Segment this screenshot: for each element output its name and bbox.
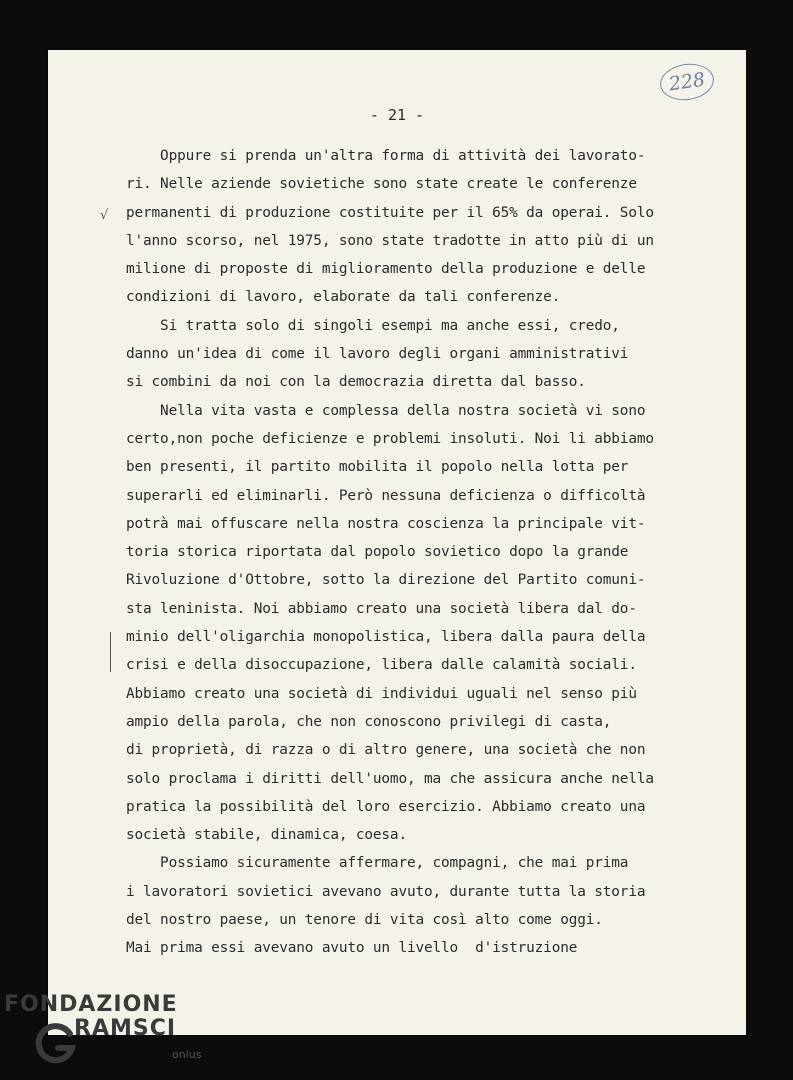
- margin-bracket-mark: [110, 632, 115, 672]
- page-number: - 21 -: [369, 106, 425, 124]
- text-line: toria storica riportata dal popolo sovietico dopo la grande: [126, 544, 629, 561]
- text-line: condizioni di lavoro, elaborate da tali conferenze.: [126, 289, 561, 306]
- text-line: Si tratta solo di singoli esempi ma anche essi, credo,: [126, 317, 620, 334]
- text-line: crisi e della disoccupazione, libera dalle calamità sociali.: [126, 657, 637, 674]
- text-line: ampio della parola, che non conoscono privilegi di casta,: [126, 713, 612, 730]
- text-line: milione di proposte di miglioramento della produzione e delle: [126, 261, 646, 278]
- text-line: di proprietà, di razza o di altro genere, una società che non: [126, 742, 646, 759]
- text-line: l'anno scorso, nel 1975, sono state tradotte in atto più di un: [126, 232, 654, 249]
- archive-stamp: 228: [658, 60, 716, 103]
- fondazione-gramsci-logo: [4, 992, 204, 1072]
- text-line: Possiamo sicuramente affermare, compagni, che mai prima: [126, 855, 629, 872]
- text-line: del nostro paese, un tenore di vita così alto come oggi.: [126, 912, 603, 929]
- text-line: certo,non poche deficienze e problemi insoluti. Noi li abbiamo: [126, 430, 654, 447]
- text-line: Abbiamo creato una società di individui uguali nel senso più: [126, 685, 637, 702]
- text-line: si combini da noi con la democrazia diretta dal basso.: [126, 374, 586, 391]
- text-line: potrà mai offuscare nella nostra coscienza la principale vit-: [126, 515, 646, 532]
- document-page: [48, 50, 746, 1035]
- text-line: ben presenti, il partito mobilita il popolo nella lotta per: [126, 459, 629, 476]
- logo-subtitle: onlus: [172, 1048, 202, 1061]
- text-line: Nella vita vasta e complessa della nostra società vi sono: [126, 402, 646, 419]
- text-line: danno un'idea di come il lavoro degli organi amministrativi: [126, 346, 629, 363]
- gramsci-g-icon: [32, 1020, 78, 1066]
- text-line: ri. Nelle aziende sovietiche sono state create le conferenze: [126, 176, 637, 193]
- text-line: minio dell'oligarchia monopolistica, libera dalla paura della: [126, 629, 646, 646]
- logo-line-1: FONDAZIONE: [4, 992, 178, 1017]
- margin-checkmark: √: [100, 208, 109, 223]
- text-line: società stabile, dinamica, coesa.: [126, 827, 407, 844]
- text-line: Rivoluzione d'Ottobre, sotto la direzione del Partito comuni-: [126, 572, 646, 589]
- text-line: permanenti di produzione costituite per il 65% da operai. Solo: [126, 204, 654, 221]
- typed-text-body: [126, 142, 686, 963]
- text-line: sta leninista. Noi abbiamo creato una società libera dal do-: [126, 600, 637, 617]
- text-line: i lavoratori sovietici avevano avuto, durante tutta la storia: [126, 883, 646, 900]
- text-line: solo proclama i diritti dell'uomo, ma che assicura anche nella: [126, 770, 654, 787]
- logo-line-2: RAMSCI: [74, 1016, 177, 1041]
- text-line: Mai prima essi avevano avuto un livello d'istruzione: [126, 940, 578, 957]
- text-line: pratica la possibilità del loro esercizio. Abbiamo creato una: [126, 798, 646, 815]
- text-line: superarli ed eliminarli. Però nessuna deficienza o difficoltà: [126, 487, 646, 504]
- text-line: Oppure si prenda un'altra forma di attività dei lavorato-: [126, 148, 646, 164]
